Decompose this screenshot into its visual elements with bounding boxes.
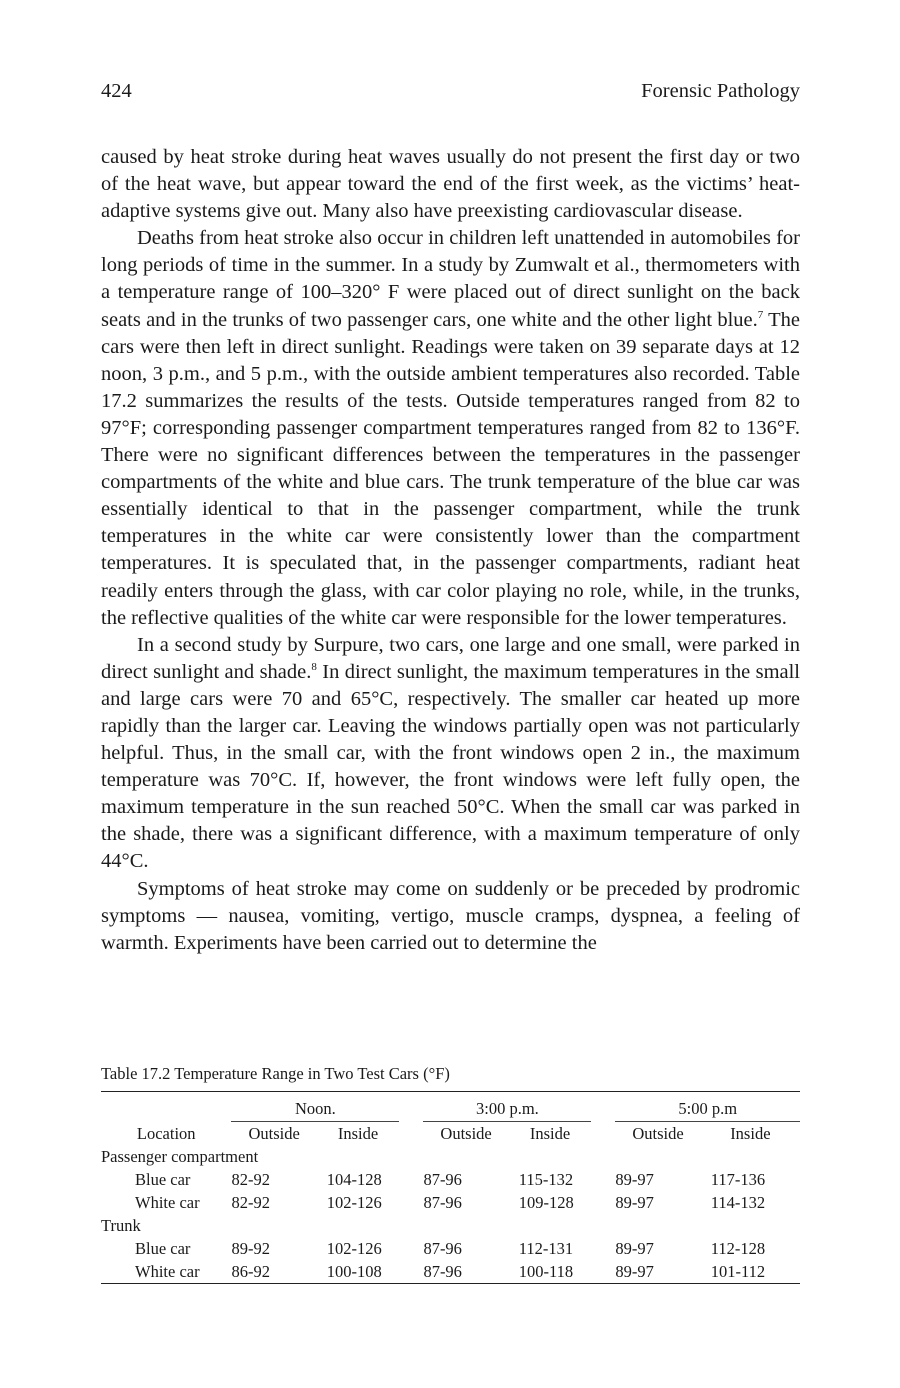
cell: 86-92 — [231, 1261, 270, 1281]
paragraph-2 — [101, 225, 800, 631]
section-row — [101, 1214, 800, 1237]
cell: 89-92 — [231, 1238, 270, 1258]
table-row — [101, 1191, 800, 1214]
footnote-ref-8: 8 — [311, 660, 317, 673]
col-header: Outside — [632, 1123, 684, 1143]
col-header: Inside — [730, 1123, 771, 1143]
table-row — [101, 1237, 800, 1260]
section-row — [101, 1145, 800, 1168]
cell: 112-128 — [710, 1238, 766, 1258]
paragraph-2-part-b: The cars were then left in direct sunlight. Readings were taken on 39 separate days at 12 noon, 3 p.m., and 5 p.m., with the outside ambient temperatures also recorded. Table 17.2 summarizes the results of the tests. Outside temperatures ranged from 82 to 97°F; corresponding passenger compartment temperatures ranged from 82 to 136°F. There were no significant differences between the temperatures in the passenger compartments of the white and blue cars. The trunk temperature of the blue car was essentially identical to that in the passenger compartment, while the trunk temperatures in the white car were consistently lower than the compartment temperatures. It is speculated that, in the passenger compartments, radiant heat readily enters through the glass, with car color playing no role, while, in the trunks, the reflective qualities of the white car were responsible for the lower temperatures. — [101, 308, 800, 629]
paragraph-4: Symptoms of heat stroke may come on suddenly or be preceded by prodromic symptoms — nausea, vomiting, vertigo, muscle cramps, dyspnea, a feeling of warmth. Experiments have been carried out to determine the — [101, 877, 800, 954]
col-header: Location — [136, 1123, 196, 1143]
group-header-row — [101, 1092, 800, 1122]
cell: 82-92 — [231, 1169, 270, 1189]
group-3pm: 3:00 p.m. — [423, 1099, 591, 1122]
cell: 117-136 — [710, 1169, 766, 1189]
page-header — [101, 80, 800, 110]
group-noon: Noon. — [231, 1099, 399, 1122]
section-label: Passenger compartment — [101, 1146, 259, 1166]
cell: White car — [135, 1261, 200, 1281]
cell: 112-131 — [518, 1238, 574, 1258]
col-header: Outside — [248, 1123, 300, 1143]
running-title: Forensic Pathology — [641, 80, 800, 102]
paragraph-3-part-b: In direct sunlight, the maximum temperatures in the small and large cars were 70 and 65°C, respectively. The smaller car heated up more rapidly than the larger car. Leaving the windows partially open was not particularly helpful. Thus, in the small car, with the front windows open 2 in., the maximum temperature was 70°C. If, however, the front windows were left fully open, the maximum temperature in the sun reached 50°C. When the small car was parked in the shade, there was a significant difference, with a maximum temperature of only 44°C. — [101, 660, 801, 873]
cell: 104-128 — [326, 1169, 382, 1189]
cell: 87-96 — [423, 1169, 462, 1189]
paragraph-2-part-a: Deaths from heat stroke also occur in children left unattended in automobiles for long periods of time in the summer. In a study by Zumwalt et al., thermometers with a temperature range of 100–320° F were placed out of direct sunlight on the back seats and in the trunks of two passenger cars, one white and the other light blue. — [101, 227, 800, 331]
cell: 89-97 — [615, 1169, 654, 1189]
group-5pm: 5:00 p.m — [615, 1099, 800, 1122]
temperature-table — [101, 1091, 800, 1284]
paragraph-1: caused by heat stroke during heat waves usually do not present the first day or two of the heat wave, but appear toward the end of the first week, as the victims’ heat-adaptive systems give out. Many also have preexisting cardiovascular disease. — [101, 146, 800, 223]
section-label: Trunk — [101, 1215, 141, 1235]
cell: White car — [135, 1192, 200, 1212]
cell: 102-126 — [326, 1192, 382, 1212]
table-row — [101, 1168, 800, 1191]
cell: Blue car — [135, 1169, 191, 1189]
page-number: 424 — [101, 80, 132, 102]
cell: 101-112 — [710, 1261, 766, 1281]
cell: 100-108 — [326, 1261, 382, 1281]
cell: 89-97 — [615, 1261, 654, 1281]
cell: 100-118 — [518, 1261, 574, 1281]
cell: 115-132 — [518, 1169, 574, 1189]
table-row — [101, 1260, 800, 1284]
cell: 87-96 — [423, 1192, 462, 1212]
col-header: Inside — [529, 1123, 571, 1143]
cell: 114-132 — [710, 1192, 766, 1212]
cell: 87-96 — [423, 1238, 462, 1258]
col-header: Outside — [440, 1123, 492, 1143]
paragraph-3-part-a: In a second study by Surpure, two cars, one large and one small, were parked in direct sunlight and shade. — [101, 633, 800, 683]
cell: 82-92 — [231, 1192, 270, 1212]
paragraph-3 — [101, 632, 800, 876]
cell: 109-128 — [518, 1192, 574, 1212]
cell: 89-97 — [615, 1192, 654, 1212]
footnote-ref-7: 7 — [757, 308, 764, 321]
cell: 102-126 — [326, 1238, 382, 1258]
table-caption: Table 17.2 Temperature Range in Two Test Cars (°F) — [101, 1064, 450, 1083]
body-text — [101, 144, 800, 957]
cell: 87-96 — [423, 1261, 462, 1281]
column-header-row — [101, 1122, 800, 1145]
cell: Blue car — [135, 1238, 191, 1258]
col-header: Inside — [337, 1123, 379, 1143]
cell: 89-97 — [615, 1238, 654, 1258]
